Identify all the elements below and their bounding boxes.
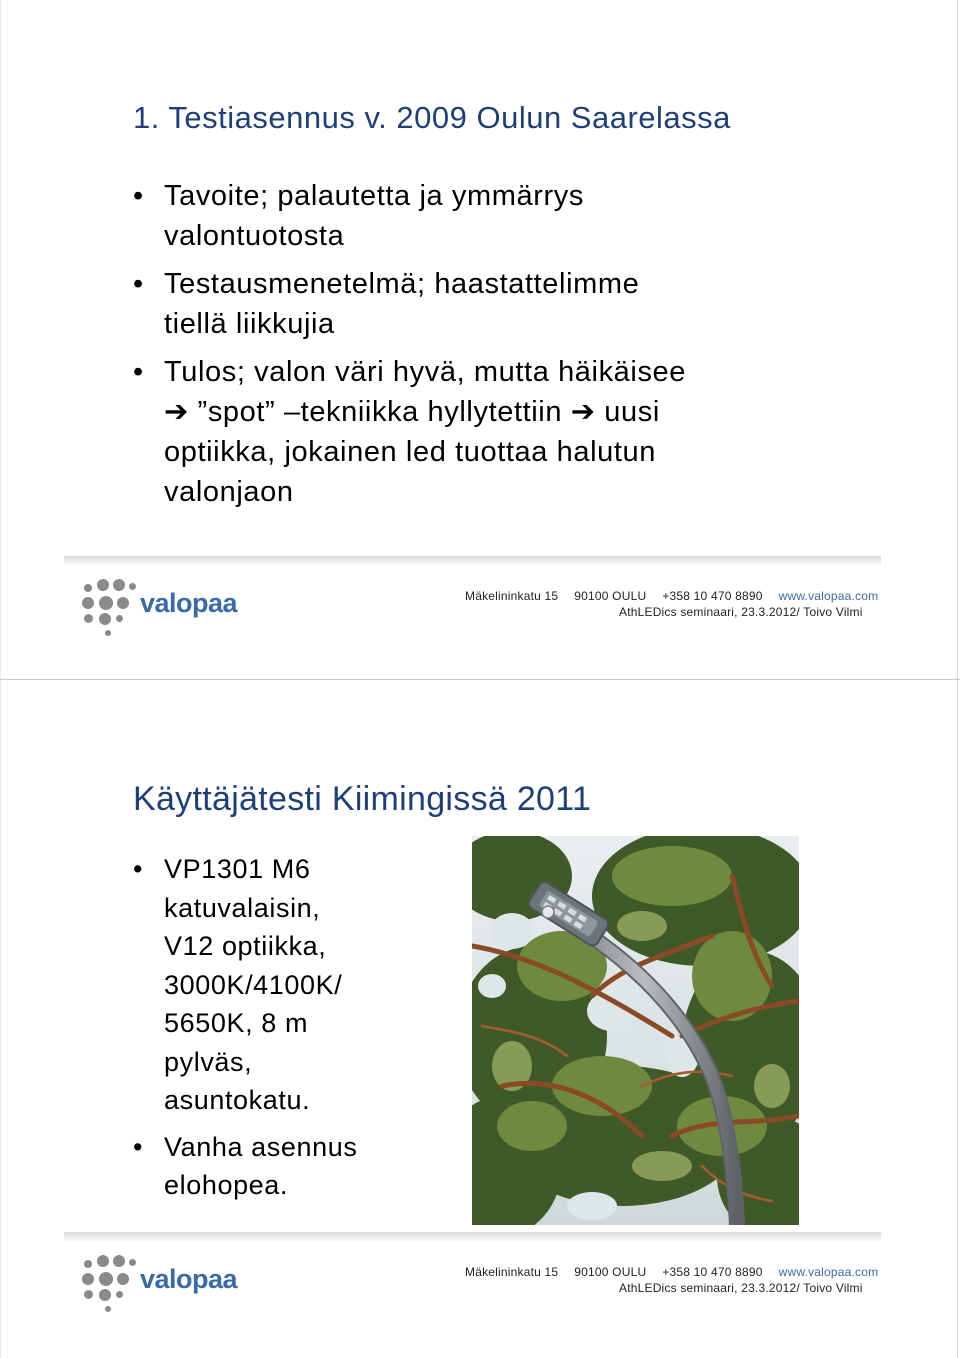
bullet-item: • VP1301 M6 katuvalaisin, V12 optiikka, 3000K/4100K/ 5650K, 8 m pylväs, asuntokatu.: [133, 850, 463, 1120]
bullet-icon: •: [133, 854, 144, 884]
footer-contact: Mäkelininkatu 15 90100 OULU +358 10 470 8890 www.valopaa.com: [465, 1265, 879, 1279]
footer-event: AthLEDics seminaari, 23.3.2012/ Toivo Vilmi: [619, 605, 863, 619]
bullet-item: • Tavoite; palautetta ja ymmärrys valontuotosta: [133, 176, 823, 256]
bullet-icon: •: [133, 1131, 144, 1162]
website-link[interactable]: www.valopaa.com: [778, 589, 879, 603]
valopaa-logo: [80, 1242, 250, 1312]
bullet-list: [133, 850, 463, 1213]
bullet-item: • Tulos; valon väri hyvä, mutta häikäisee ➔ ”spot” –tekniikka hyllytettiin ➔ uusi optiikka, jokainen led tuottaa halutun valonjaon: [133, 352, 823, 512]
slide-title: 1. Testiasennus v. 2009 Oulun Saarelassa: [133, 100, 731, 135]
website-link[interactable]: www.valopaa.com: [778, 1265, 879, 1279]
slide-title: Käyttäjätesti Kiimingissä 2011: [133, 780, 592, 818]
street-light-photo: [472, 836, 799, 1225]
bullet-icon: •: [133, 356, 144, 388]
slide-footer: [64, 1232, 881, 1352]
logo-text: valopaa: [140, 1264, 238, 1294]
valopaa-logo: [80, 566, 250, 636]
footer-event: AthLEDics seminaari, 23.3.2012/ Toivo Vilmi: [619, 1281, 863, 1295]
footer-contact: Mäkelininkatu 15 90100 OULU +358 10 470 8890 www.valopaa.com: [465, 589, 879, 603]
bullet-item: • Testausmenetelmä; haastattelimme tiellä liikkujia: [133, 264, 823, 344]
bullet-icon: •: [133, 268, 144, 300]
logo-text: valopaa: [140, 588, 238, 618]
bullet-icon: •: [133, 180, 144, 212]
bullet-item: • Vanha asennus elohopea.: [133, 1128, 463, 1205]
slide-footer: [64, 556, 881, 676]
bullet-list: [133, 176, 823, 520]
slide-2: [0, 680, 960, 1358]
